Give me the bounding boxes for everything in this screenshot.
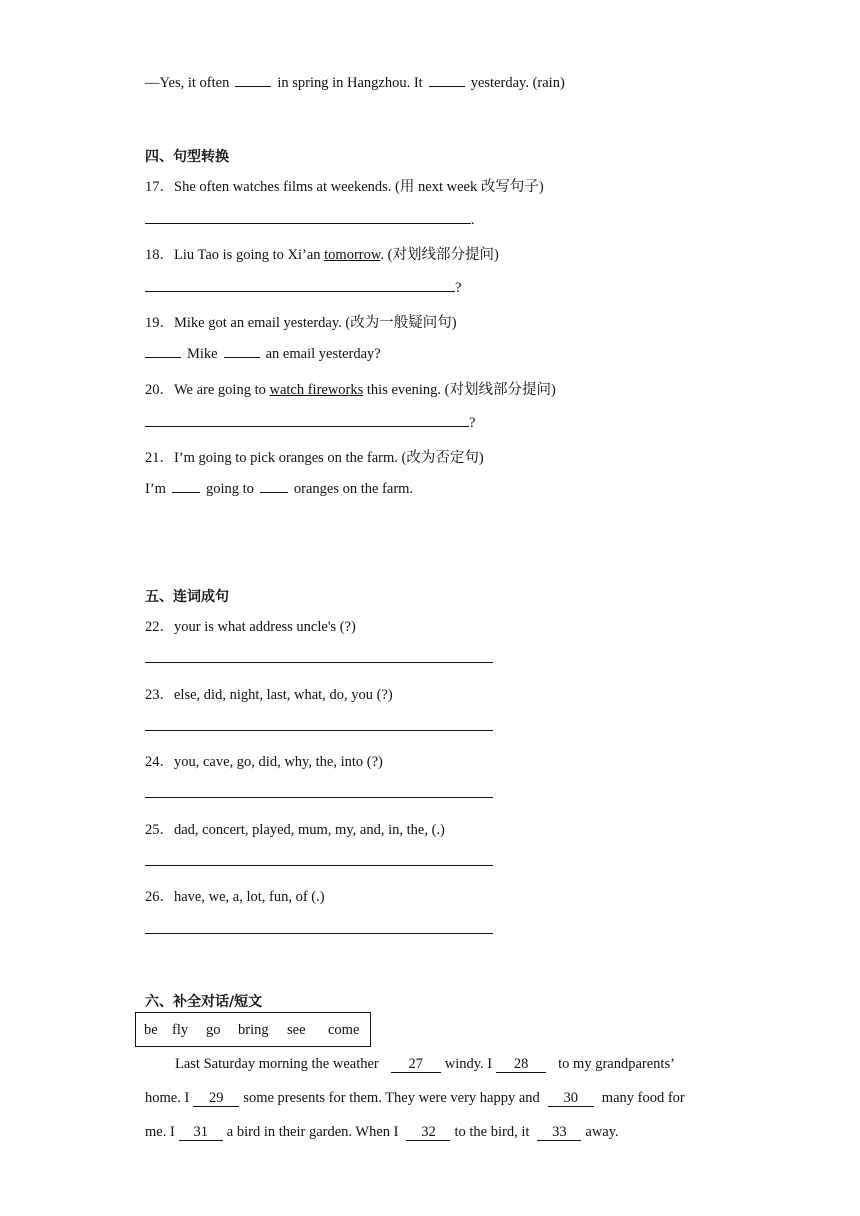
answer-line-20[interactable]: ? [145, 412, 475, 432]
blank-29[interactable]: 29 [193, 1091, 239, 1107]
blank-32[interactable]: 32 [406, 1125, 450, 1141]
word-bank [135, 1012, 371, 1047]
answer-line-21: I’m going to oranges on the farm. [145, 481, 414, 497]
answer-line-22[interactable] [145, 662, 493, 663]
blank-33[interactable]: 33 [537, 1125, 581, 1141]
word-bank-item: see [287, 1022, 306, 1038]
section-6-title: 六、补全对话/短文 [145, 994, 263, 1010]
question-16-line: —Yes, it often in spring in Hangzhou. It yesterday. (rain) [145, 75, 565, 91]
word-bank-item: fly [172, 1022, 189, 1038]
answer-line-25[interactable] [145, 865, 493, 866]
blank-27[interactable]: 27 [391, 1057, 441, 1073]
question-26: 26．have, we, a, lot, fun, of (.) [145, 889, 325, 905]
question-21: 21．I’m going to pick oranges on the farm. (改为否定句) [145, 450, 484, 466]
passage-line-2: home. I 29 some presents for them. They were very happy and 30 many food for [145, 1090, 685, 1106]
word-bank-item: bring [238, 1022, 269, 1038]
answer-blank[interactable] [224, 345, 260, 358]
passage-line-3: me. I 31 a bird in their garden. When I 32 to the bird, it 33 away. [145, 1124, 619, 1140]
answer-blank[interactable] [172, 480, 200, 493]
blank-31[interactable]: 31 [179, 1125, 223, 1141]
passage-line-1: Last Saturday morning the weather 27 windy. I 28 to my grandparents’ [175, 1056, 675, 1072]
question-24: 24．you, cave, go, did, why, the, into (?) [145, 754, 383, 770]
question-23: 23．else, did, night, last, what, do, you (?) [145, 687, 393, 703]
answer-line-23[interactable] [145, 730, 493, 731]
question-22: 22．your is what address uncle's (?) [145, 619, 356, 635]
question-20: 20．We are going to watch fireworks this evening. (对划线部分提问) [145, 382, 556, 398]
question-17: 17．She often watches films at weekends. (用 next week 改写句子) [145, 179, 544, 195]
word-bank-item: go [206, 1022, 221, 1038]
blank-28[interactable]: 28 [496, 1057, 546, 1073]
section-5-title: 五、连词成句 [145, 589, 229, 605]
question-19: 19．Mike got an email yesterday. (改为一般疑问句) [145, 315, 457, 331]
blank-30[interactable]: 30 [548, 1091, 594, 1107]
answer-line-17[interactable]: . [145, 209, 475, 229]
answer-blank[interactable] [235, 74, 271, 87]
answer-line-19: Mike an email yesterday? [145, 345, 381, 363]
answer-line-26[interactable] [145, 933, 493, 934]
word-bank-item: come [328, 1022, 360, 1038]
answer-blank[interactable] [260, 480, 288, 493]
word-bank-item: be [144, 1022, 158, 1038]
answer-blank[interactable] [145, 345, 181, 358]
answer-line-24[interactable] [145, 797, 493, 798]
section-4-title: 四、句型转换 [145, 149, 229, 165]
answer-line-18[interactable]: ? [145, 277, 461, 297]
answer-blank[interactable] [429, 74, 465, 87]
question-18: 18．Liu Tao is going to Xi’an tomorrow. (对划线部分提问) [145, 247, 499, 263]
question-25: 25．dad, concert, played, mum, my, and, in, the, (.) [145, 822, 445, 838]
